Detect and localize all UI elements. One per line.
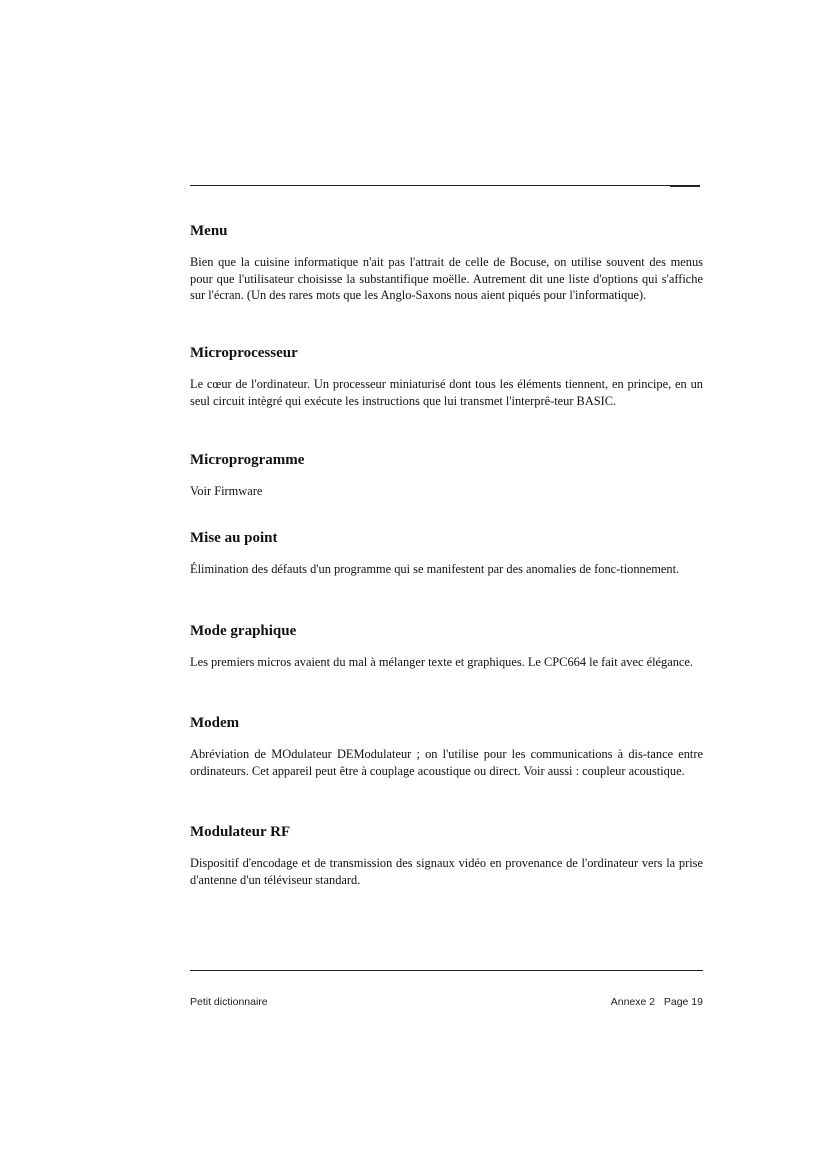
entry-definition: Abréviation de MOdulateur DEModulateur ; on l'utilise pour les communications à dis-tance entre ordinateurs. Cet appareil peut être à couplage acoustique ou direct. Voir aussi : coupleur acoustique. xyxy=(190,747,703,778)
entry-mise-au-point xyxy=(190,529,703,578)
entry-mode-graphique xyxy=(190,622,703,671)
entry-definition: Bien que la cuisine informatique n'ait pas l'attrait de celle de Bocuse, on utilise souvent des menus pour que l'utilisateur choisisse la substantifique moëlle. Autrement dit une liste d'options qui s'affiche sur l'écran. (Un des rares mots que les Anglo-Saxons nous aient piqués pour l'informatique). xyxy=(190,255,703,302)
entry-microprogramme xyxy=(190,451,703,500)
entry-term: Menu xyxy=(190,223,228,239)
footer-rule xyxy=(190,970,703,971)
entry-definition: Voir Firmware xyxy=(190,484,263,498)
entry-term: Mise au point xyxy=(190,530,278,546)
entry-definition: Le cœur de l'ordinateur. Un processeur miniaturisé dont tous les éléments tiennent, en principe, en un seul circuit intègré qui exécute les instructions que lui transmet l'interprê-teur BASIC. xyxy=(190,377,703,408)
entry-definition: Les premiers micros avaient du mal à mélanger texte et graphiques. Le CPC664 le fait avec élégance. xyxy=(190,655,694,669)
footer-page-number: Annexe 2 Page 19 xyxy=(610,996,703,1008)
entry-term: Modem xyxy=(190,715,240,731)
entry-term: Modulateur RF xyxy=(190,824,291,840)
entry-menu xyxy=(190,222,703,304)
entry-definition: Dispositif d'encodage et de transmission des signaux vidéo en provenance de l'ordinateur vers la prise d'antenne d'un téléviseur standard. xyxy=(190,856,703,887)
entry-term: Microprocesseur xyxy=(190,345,298,361)
header-rule xyxy=(190,185,700,186)
footer-title: Petit dictionnaire xyxy=(190,996,268,1008)
entry-term: Mode graphique xyxy=(190,623,297,639)
entry-modulateur-rf xyxy=(190,823,703,888)
entry-definition: Élimination des défauts d'un programme qui se manifestent par des anomalies de fonc-tionnement. xyxy=(190,562,680,576)
entry-modem xyxy=(190,714,703,779)
entry-microprocesseur xyxy=(190,344,703,409)
entry-term: Microprogramme xyxy=(190,452,305,468)
